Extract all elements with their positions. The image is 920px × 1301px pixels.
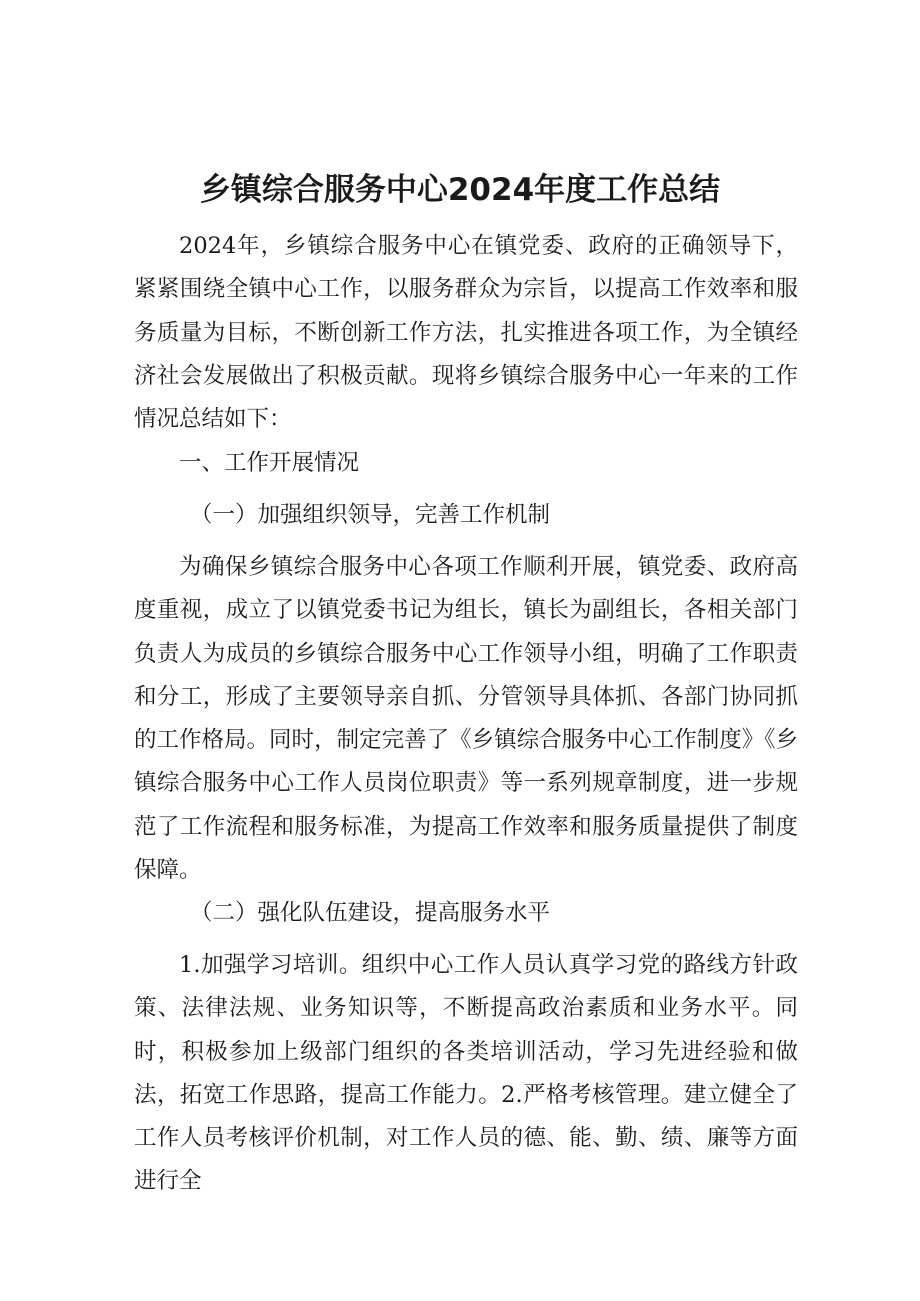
subsection-2-paragraph: 1.加强学习培训。组织中心工作人员认真学习党的路线方针政策、法律法规、业务知识等，不断提高政治素质和业务水平。同时，积极参加上级部门组织的各类培训活动，学习先进经验和做法，拓宽工作思路，提高工作能力。2.严格考核管理。建立健全了工作人员考核评价机制，对工作人员的德、能、勤、绩、廉等方面进行全 [134,952,798,1195]
intro-paragraph: 2024年，乡镇综合服务中心在镇党委、政府的正确领导下，紧紧围绕全镇中心工作，以服务群众为宗旨，以提高工作效率和服务质量为目标，不断创新工作方法，扎实推进各项工作，为全镇经济社会发展做出了积极贡献。现将乡镇综合服务中心一年来的工作情况总结如下： [134,233,798,433]
subsection-heading-1: （一）加强组织领导，完善工作机制 [190,502,551,528]
document-title: 乡镇综合服务中心2024年度工作总结 [199,172,721,208]
subsection-heading-2: （二）强化队伍建设，提高服务水平 [190,900,551,926]
section-heading-1: 一、工作开展情况 [179,450,360,476]
subsection-1-paragraph: 为确保乡镇综合服务中心各项工作顺利开展，镇党委、政府高度重视，成立了以镇党委书记为组长，镇长为副组长，各相关部门负责人为成员的乡镇综合服务中心工作领导小组，明确了工作职责和分工，形成了主要领导亲自抓、分管领导具体抓、各部门协同抓的工作格局。同时，制定完善了《乡镇综合服务中心工作制度》《乡镇综合服务中心工作人员岗位职责》等一系列规章制度，进一步规范了工作流程和服务标准，为提高工作效率和服务质量提供了制度保障。 [134,554,798,884]
